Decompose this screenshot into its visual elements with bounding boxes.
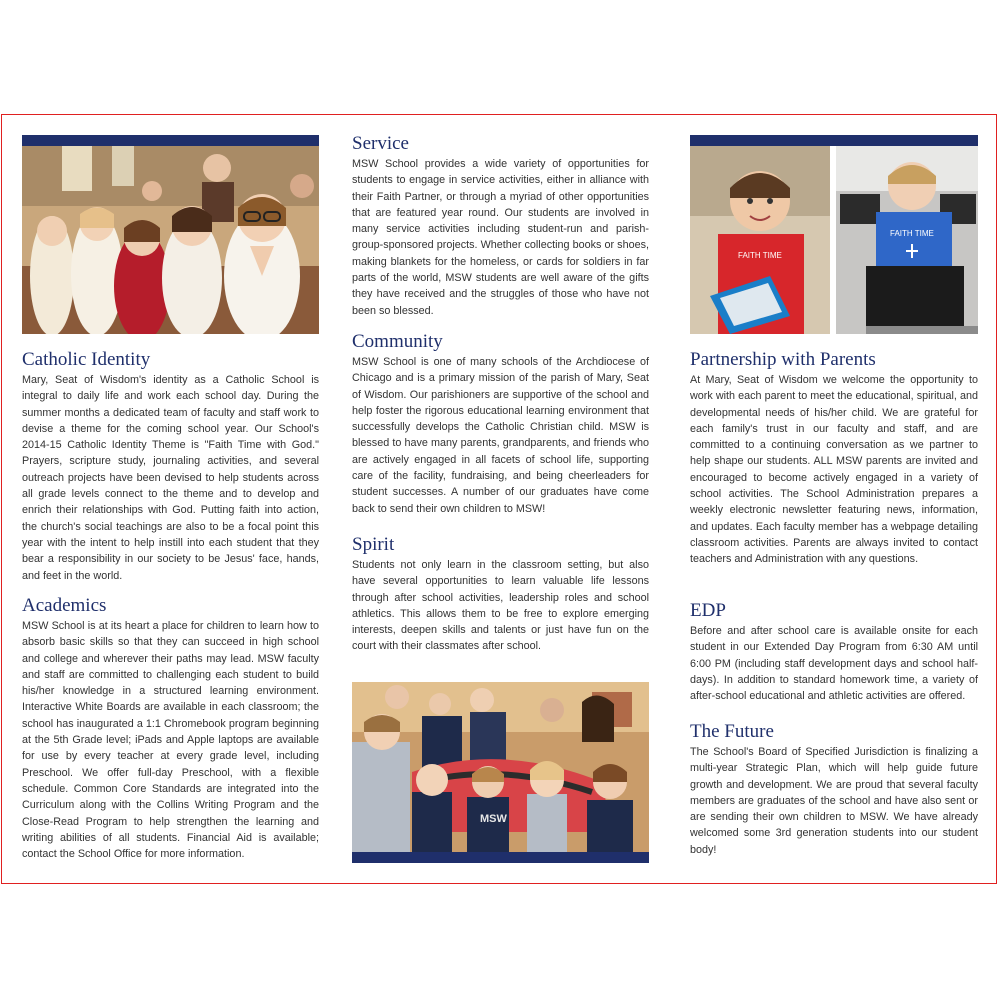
future-text: The School's Board of Specified Jurisdiction is finalizing a multi-year Strategic Plan, which will help guide future growth and development. We are proud that several faculty members are graduates of the school and have also sent or are sending their own children to MSW. We have already welcomed some 3rd generation students into our student body! — [690, 746, 978, 856]
academics-heading: Academics — [22, 595, 107, 616]
group-shirt-label: MSW — [480, 813, 507, 825]
future-heading: The Future — [690, 721, 774, 742]
section-future — [690, 721, 978, 858]
section-community — [352, 331, 649, 517]
spirit-text: Students not only learn in the classroom setting, but also have several opportunities to learn valuable life lessons through after school activities, leadership roles and school athletics. This allows them to be free to explore emerging interests, deepen skills and talents or just have fun on the court with their classmates after school. — [352, 559, 649, 653]
top-accent-bar-right — [690, 135, 978, 146]
partnership-text: At Mary, Seat of Wisdom we welcome the opportunity to work with each parent to meet the educational, spiritual, and developmental needs of his/her child. We are grateful for each family's trust in our faculty and staff, and are committed to a continuing conversation as we partner to help shape our students. ALL MSW parents are invited and encouraged to become actively engaged in a variety of school activities. The School Administration prepares a weekly electronic newsletter featuring news, information, and updates. Each faculty member has a webpage detailing classroom activities. Parents are always invited to contact teachers and Administration with any questions. — [690, 374, 978, 566]
section-partnership — [690, 349, 978, 568]
photo-students-technology — [690, 146, 978, 334]
academics-text: MSW School is at its heart a place for children to learn how to absorb basic skills so that they can succeed in high school and college and wherever their paths may lead. MSW faculty and staff are committed to challenging each student to build his/her knowledge in a structured learning environment. Interactive White Boards are available in each classroom; the school has inaugurated a 1:1 Chromebook program beginning at the 5th Grade level; iPads and Apple laptops are available for use by every teacher at every grade level, including Preschool. We offer full-day Preschool, with a flexible schedule. Common Core Standards are integrated into the Curriculum along with the Collins Writing Program and the Close-Read Program to help strengthen the learning and writing abilities of all students. Financial Aid is available; contact the School Office for more information. — [22, 620, 319, 861]
column-right — [690, 135, 978, 856]
photo-angels-children — [22, 146, 319, 334]
service-text: MSW School provides a wide variety of opportunities for students to engage in service activities, either in alliance with their Faith Partner, or through a myriad of other opportunities that are featured year round. Our students are involved in many service activities including student-run and parish-group-sponsored projects. Whether collecting books or shoes, making blankets for the homeless, or cards for soldiers in far parts of the world, MSW students are well aware of the gifts they have received and the struggles of those who have not been so blessed. — [352, 158, 649, 317]
partnership-heading: Partnership with Parents — [690, 349, 876, 370]
edp-heading: EDP — [690, 600, 726, 621]
edp-text: Before and after school care is available onsite for each student in our Extended Day Program from 6:30 AM until 6:00 PM (including staff development days and school half-days). In addition to standard homework time, a variety of after-school educational and athletic activities are offered. — [690, 625, 978, 703]
shirt-text-left: FAITH TIME — [738, 251, 782, 260]
shirt-text-right: FAITH TIME — [890, 229, 934, 238]
community-text: MSW School is one of many schools of the Archdiocese of Chicago and is a primary mission of the parish of Mary, Seat of Wisdom. Our parishioners are supportive of the school and help foster the rigorous educational learning environment that successfully develops the Catholic Christian child. MSW is blessed to have many parents, grandparents, and friends who are actively engaged in all facets of school life, supporting care of the facility, fundraising, and being cheerleaders for student successes. A number of our graduates have come back to send their own children to MSW! — [352, 356, 649, 515]
catholic-identity-heading: Catholic Identity — [22, 349, 151, 370]
service-heading: Service — [352, 133, 409, 154]
section-academics — [22, 595, 319, 862]
section-edp — [690, 600, 978, 704]
catholic-identity-text: Mary, Seat of Wisdom's identity as a Catholic School is integral to daily life and work each school day. During the summer months a dedicated team of faculty and staff work to devise a theme for the coming school year. Our School's 2014-15 Catholic Identity Theme is "Faith Time with God." Prayers, scripture study, journaling activities, and several outreach projects have been devised to help students across all grade levels connect to the theme and to develop and enrich their relationships with God. Putting faith into action, the church's social teachings are also to be a focal point this year with the intent to help instill into each student that they bear a responsibility in our society to be Jesus' face, hands, and feet in the world. — [22, 374, 319, 582]
column-left — [22, 135, 319, 861]
section-spirit — [352, 534, 649, 655]
section-catholic-identity — [22, 349, 319, 584]
spirit-heading: Spirit — [352, 534, 395, 555]
section-service — [352, 133, 649, 319]
top-accent-bar — [22, 135, 319, 146]
photo-group-students — [352, 682, 649, 863]
community-heading: Community — [352, 331, 443, 352]
